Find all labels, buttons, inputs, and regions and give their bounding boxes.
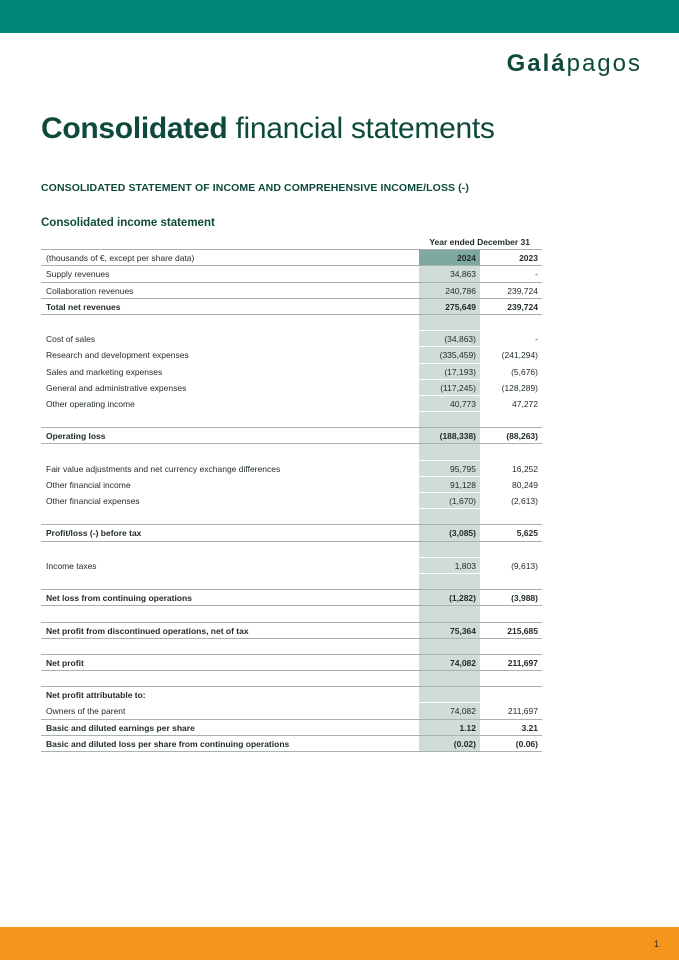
- table-row: Other financial income 91,128 80,249: [41, 477, 542, 493]
- table-row: Research and development expenses (335,459) (241,294): [41, 347, 542, 363]
- table-row: Collaboration revenues 240,786 239,724: [41, 283, 542, 299]
- table-row: Other operating income 40,773 47,272: [41, 396, 542, 412]
- column-2023: 2023: [519, 253, 538, 264]
- table-year-header: [41, 234, 542, 250]
- year-header-label: Year ended December 31: [429, 237, 530, 247]
- galapagos-logo: Galápagos: [506, 50, 642, 77]
- spacer-row: [41, 509, 542, 525]
- table-column-header: [41, 250, 542, 266]
- subsection-title: Consolidated income statement: [41, 217, 215, 229]
- column-2024: 2024: [457, 253, 476, 264]
- spacer-row: [41, 315, 542, 331]
- bottom-bar: [0, 927, 679, 960]
- table-row: Cost of sales (34,863) -: [41, 331, 542, 347]
- page-number: 1: [653, 939, 659, 949]
- section-title: CONSOLIDATED STATEMENT OF INCOME AND COMPREHENSIVE INCOME/LOSS (-): [41, 182, 469, 194]
- table-row: Other financial expenses (1,670) (2,613): [41, 493, 542, 509]
- spacer-row: [41, 639, 542, 655]
- table-row-total: Net profit from discontinued operations, net of tax 75,364 215,685: [41, 623, 542, 639]
- spacer-row: [41, 574, 542, 590]
- table-row: Owners of the parent 74,082 211,697: [41, 703, 542, 719]
- table-row-total: Net profit 74,082 211,697: [41, 655, 542, 671]
- table-row: Sales and marketing expenses (17,193) (5,676): [41, 364, 542, 380]
- income-statement-table: [41, 234, 542, 752]
- table-row-total: Net loss from continuing operations (1,282) (3,988): [41, 590, 542, 606]
- table-row-heading: Net profit attributable to:: [41, 687, 542, 703]
- spacer-row: [41, 444, 542, 460]
- table-row: General and administrative expenses (117,245) (128,289): [41, 380, 542, 396]
- page-title: Consolidated financial statements: [41, 112, 495, 145]
- table-row-total: Operating loss (188,338) (88,263): [41, 428, 542, 444]
- table-row-total: Total net revenues 275,649 239,724: [41, 299, 542, 315]
- spacer-row: [41, 412, 542, 428]
- units-label: (thousands of €, except per share data): [46, 253, 195, 264]
- table-row: Fair value adjustments and net currency exchange differences 95,795 16,252: [41, 461, 542, 477]
- table-row: Income taxes 1,803 (9,613): [41, 558, 542, 574]
- spacer-row: [41, 606, 542, 622]
- top-bar: [0, 0, 679, 33]
- table-row: Supply revenues 34,863 -: [41, 266, 542, 282]
- table-row-total: Basic and diluted earnings per share 1.12 3.21: [41, 720, 542, 736]
- table-row-total: Profit/loss (-) before tax (3,085) 5,625: [41, 525, 542, 541]
- table-row-total: Basic and diluted loss per share from continuing operations (0.02) (0.06): [41, 736, 542, 752]
- spacer-row: [41, 542, 542, 558]
- spacer-row: [41, 671, 542, 687]
